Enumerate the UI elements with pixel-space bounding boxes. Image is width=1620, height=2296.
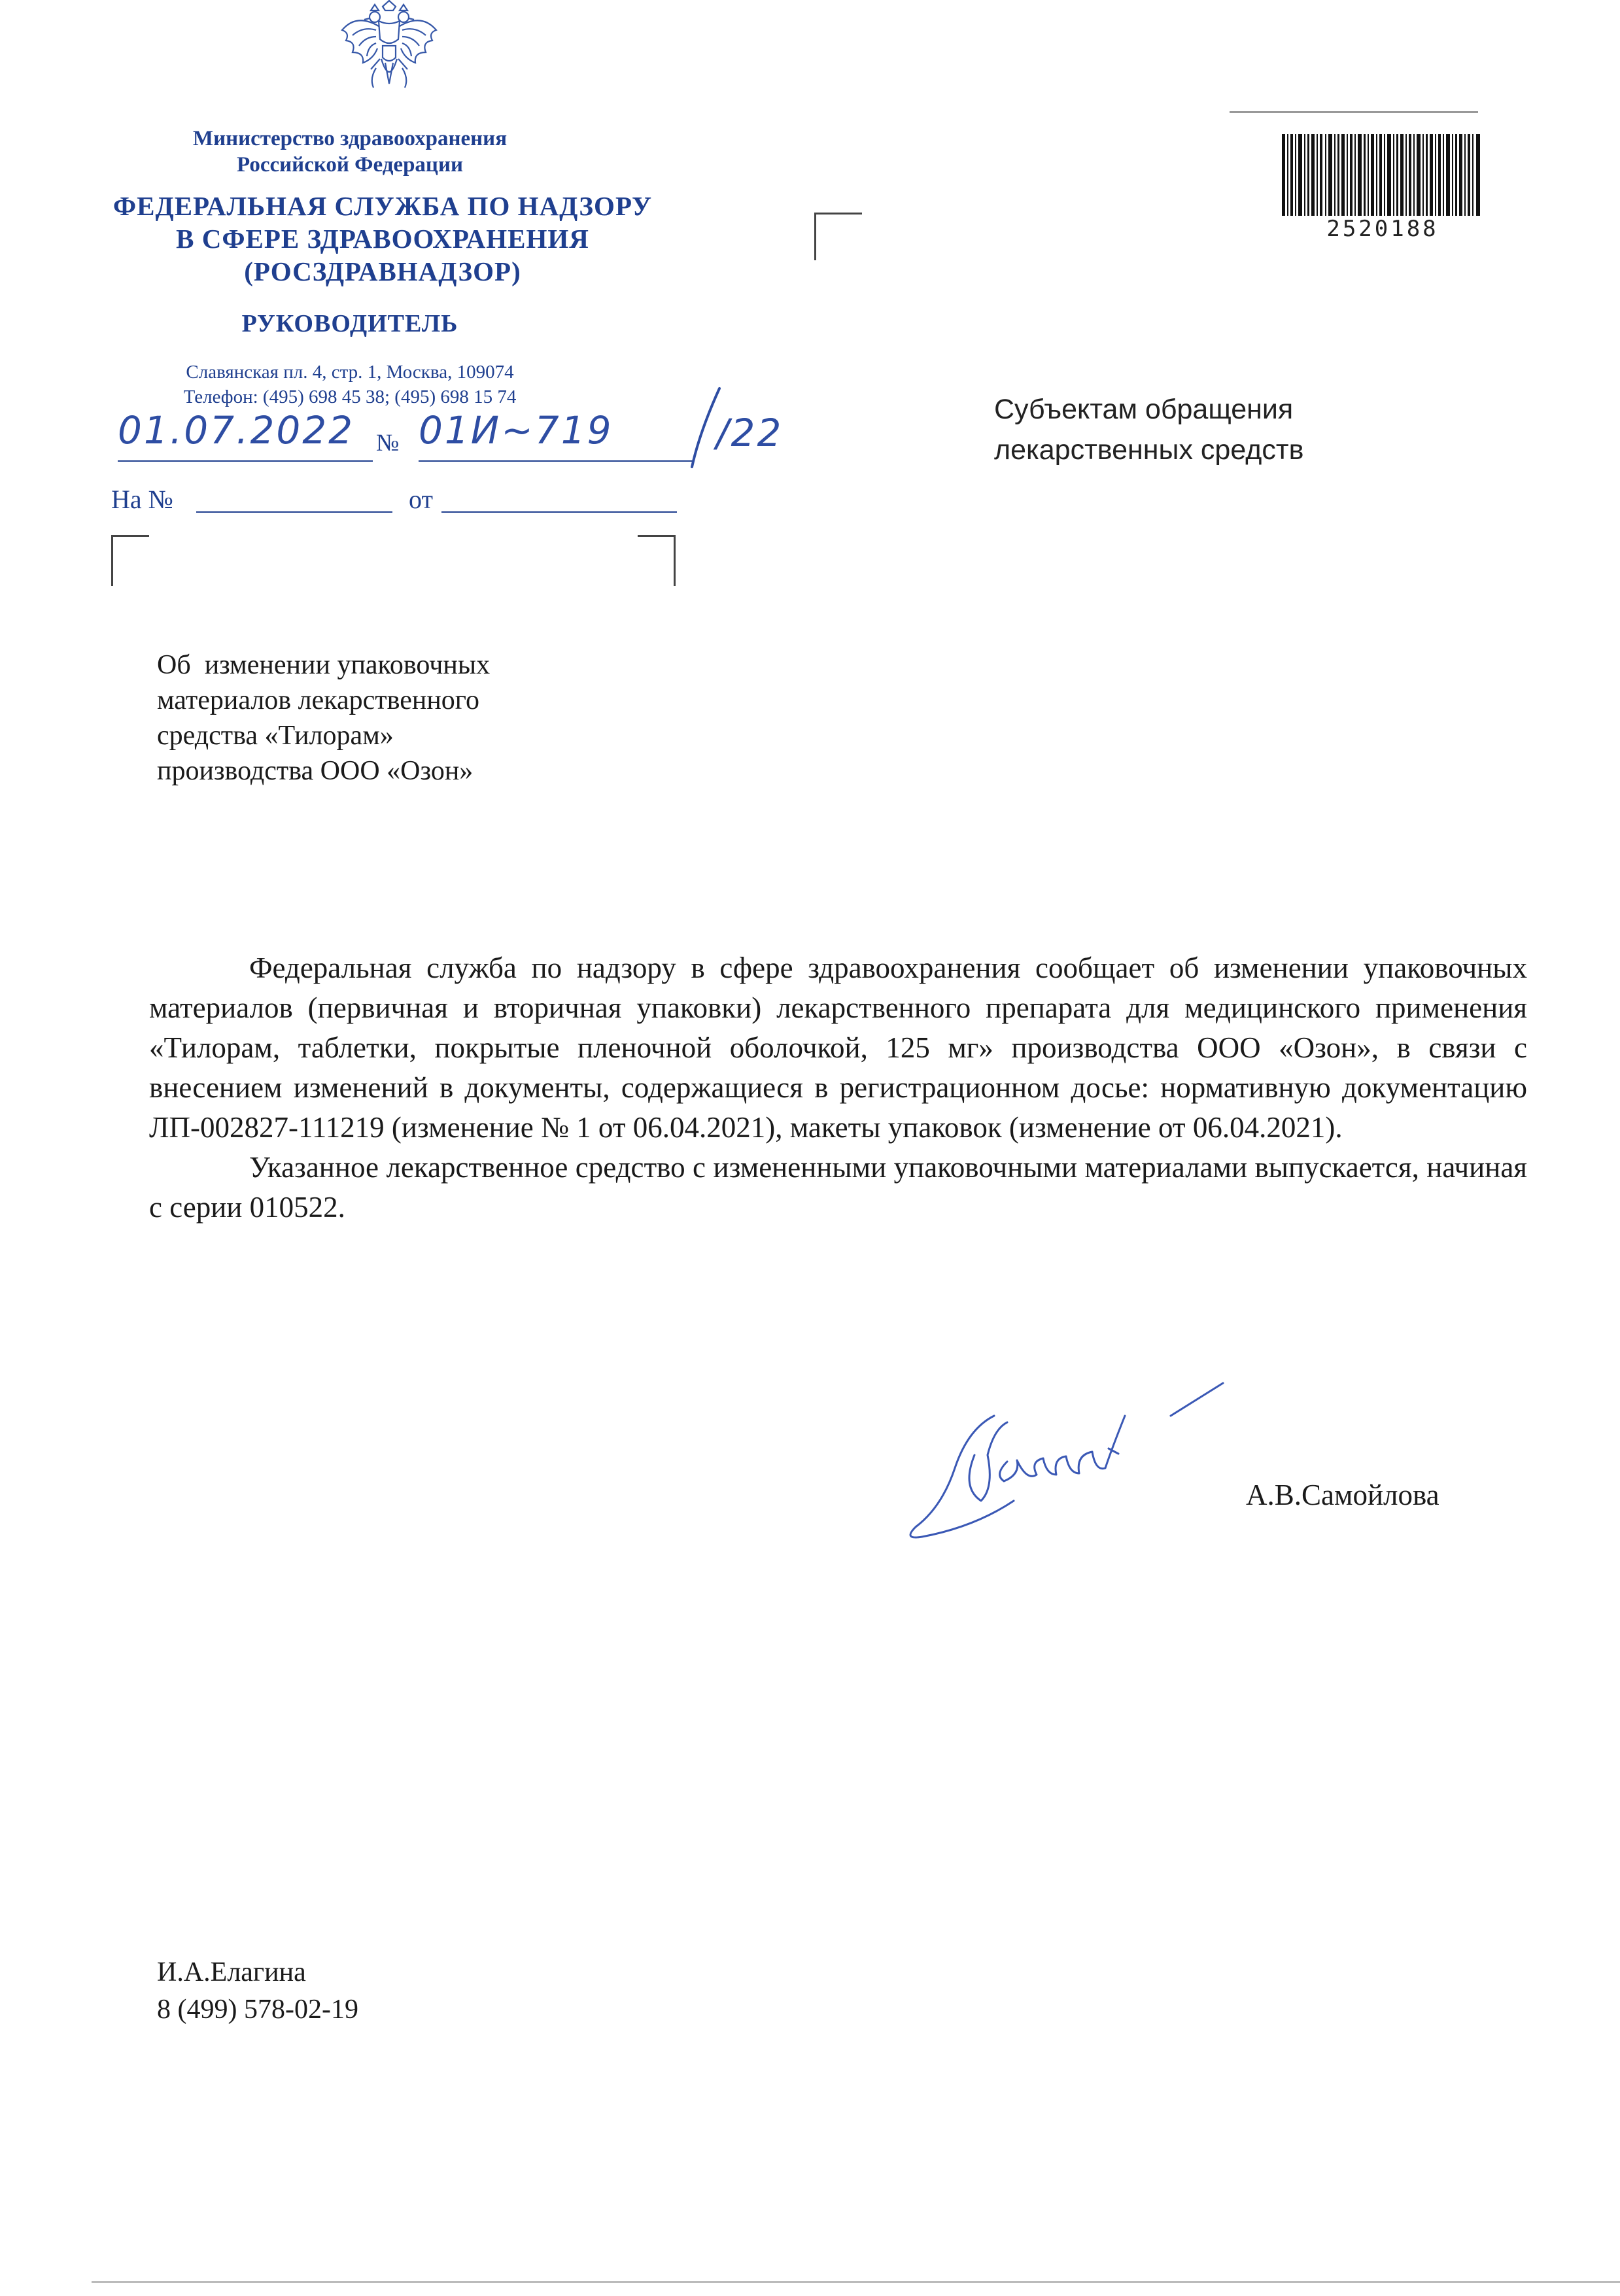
- reply-date-blank: [441, 511, 677, 513]
- registration-number-suffix: /22: [716, 411, 784, 455]
- ministry-line: Российской Федерации: [237, 153, 463, 177]
- recipient-line: лекарственных средств: [994, 434, 1304, 466]
- registration-line: [111, 405, 804, 471]
- address-line: Славянская пл. 4, стр. 1, Москва, 109074: [186, 362, 514, 383]
- subject-line: Об изменении упаковочных: [157, 650, 491, 680]
- corner-bracket-top: [814, 213, 862, 260]
- registration-number: 01И~719: [419, 408, 693, 462]
- ministry-name: [118, 126, 582, 178]
- service-name: [98, 190, 667, 288]
- address-block: [118, 360, 582, 409]
- letter-body: [149, 948, 1527, 1227]
- registration-date: 01.07.2022: [118, 408, 373, 462]
- subject-block: [157, 647, 628, 789]
- body-paragraph: Федеральная служба по надзору в сфере здравоохранения сообщает об изменении упаковочных материалов (первичная и вторичная упаковки) лекарственного препарата для медицинского применения «Тилорам, таблетки, покрытые пленочной оболочкой, 125 мг» производства ООО «Озон», в связи с внесением изменений в документы, содержащиеся в регистрационном досье: нормативную документацию ЛП-002827-111219 (изменение № 1 от 06.04.2021), макеты упаковок (изменение от 06.04.2021).: [149, 951, 1527, 1144]
- recipient-block: [994, 389, 1452, 470]
- barcode-rule: [1230, 111, 1478, 113]
- phone-line: Телефон: (495) 698 45 38; (495) 698 15 74: [183, 386, 517, 407]
- reply-number-blank: [196, 511, 392, 513]
- corner-bracket-left: [111, 535, 149, 586]
- handwritten-signature: [896, 1377, 1249, 1553]
- contact-block: [157, 1954, 358, 2029]
- ministry-line: Министерство здравоохранения: [192, 127, 508, 150]
- contact-phone: 8 (499) 578-02-19: [157, 1995, 358, 2025]
- subject-line: средства «Тилорам»: [157, 721, 394, 751]
- subject-line: производства ООО «Озон»: [157, 756, 474, 786]
- signer-name: А.В.Самойлова: [1246, 1479, 1439, 1511]
- service-line: В СФЕРЕ ЗДРАВООХРАНЕНИЯ: [176, 224, 589, 254]
- from-label: от: [409, 485, 433, 514]
- reply-reference: [111, 484, 687, 523]
- subject-line: материалов лекарственного: [157, 685, 479, 715]
- service-line: (РОСЗДРАВНАДЗОР): [244, 256, 521, 286]
- recipient-line: Субъектам обращения: [994, 394, 1294, 425]
- barcode-number: 2520188: [1326, 216, 1439, 242]
- coat-of-arms-emblem: [330, 0, 448, 106]
- contact-name: И.А.Елагина: [157, 1957, 306, 1987]
- scan-edge-line: [92, 2281, 1620, 2283]
- number-sign: №: [376, 430, 400, 456]
- barcode-image: [1282, 134, 1481, 216]
- body-paragraph: Указанное лекарственное средство с измененными упаковочными материалами выпускается, начиная с серии 010522.: [149, 1151, 1527, 1224]
- service-line: ФЕДЕРАЛЬНАЯ СЛУЖБА ПО НАДЗОРУ: [112, 191, 653, 221]
- reply-label: На №: [111, 485, 173, 514]
- head-title: РУКОВОДИТЕЛЬ: [241, 310, 458, 337]
- corner-bracket-right: [638, 535, 676, 586]
